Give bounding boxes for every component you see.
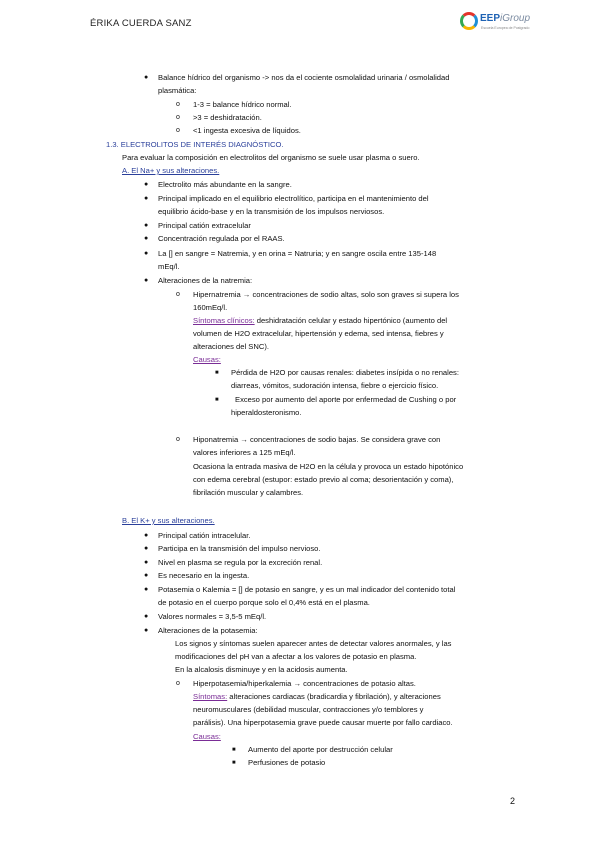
text-line: Perfusiones de potasio bbox=[248, 758, 326, 767]
text-line: fibrilación muscular y calambres. bbox=[193, 488, 304, 497]
text-line: valores inferiores a 125 mEq/l. bbox=[193, 448, 296, 457]
text-line: Participa en la transmisión del impulso nervioso. bbox=[158, 544, 321, 553]
text-line: Principal implicado en el equilibrio electrolítico, participa en el mantenimiento del bbox=[158, 194, 429, 203]
text-line: con edema cerebral (estupor: estado previo al coma; desorientación y coma), bbox=[193, 475, 454, 484]
eep-logo bbox=[460, 10, 531, 36]
text-line: Potasemia o Kalemia = [] de potasio en sangre, y es un mal indicador del contenido total bbox=[158, 585, 456, 594]
text-line: plasmática: bbox=[158, 86, 197, 95]
text-line: Síntomas: alteraciones cardiacas (bradicardia y fibrilación), y alteraciones bbox=[193, 692, 441, 701]
circle-bullet-icon: o bbox=[176, 436, 180, 443]
causas-label: Causas: bbox=[193, 732, 221, 741]
text-line: 1-3 = balance hídrico normal. bbox=[193, 100, 292, 109]
author-name: ÉRIKA CUERDA SANZ bbox=[90, 18, 192, 29]
bullet-icon: ● bbox=[144, 74, 149, 81]
sintomas-label: Síntomas: bbox=[193, 692, 228, 701]
causas-label: Causas: bbox=[193, 355, 221, 364]
text-line: Para evaluar la composición en electrolitos del organismo se suele usar plasma o suero. bbox=[122, 153, 420, 162]
text-line: Hiperpotasemia/hiperkalemia → concentraciones de potasio altas. bbox=[193, 679, 416, 688]
bullet-icon: ● bbox=[144, 250, 149, 257]
text-line: 160mEq/l. bbox=[193, 303, 228, 312]
bullet-icon: ● bbox=[144, 222, 149, 229]
bullet-icon: ● bbox=[144, 572, 149, 579]
bullet-icon: ● bbox=[144, 627, 149, 634]
page-number: 2 bbox=[510, 796, 516, 806]
square-bullet-icon: ■ bbox=[232, 747, 236, 753]
logo-tagline: Escuela Europea de Postgrado bbox=[481, 26, 530, 30]
circle-bullet-icon: o bbox=[176, 680, 180, 687]
bullet-icon: ● bbox=[144, 277, 149, 284]
text-line: Ocasiona la entrada masiva de H2O en la célula y provoca un estado hipotónico bbox=[193, 462, 464, 471]
bullet-icon: ● bbox=[144, 559, 149, 566]
text-line: Pérdida de H2O por causas renales: diabetes insípida o no renales: bbox=[231, 368, 459, 377]
bullet-icon: ● bbox=[144, 181, 149, 188]
text-line: Hipernatremia → concentraciones de sodio altas, solo son graves si supera los bbox=[193, 290, 459, 299]
text-line: Balance hídrico del organismo -> nos da el cociente osmolalidad urinaria / osmolalidad bbox=[158, 73, 450, 82]
text-line: >3 = deshidratación. bbox=[193, 113, 262, 122]
bullet-icon: ● bbox=[144, 195, 149, 202]
text-line: Principal catión intracelular. bbox=[158, 531, 251, 540]
text-line: Concentración regulada por el RAAS. bbox=[158, 234, 285, 243]
sintomas-label: Síntomas clínicos: bbox=[193, 316, 255, 325]
text-line: Es necesario en la ingesta. bbox=[158, 571, 250, 580]
text-line: diarreas, vómitos, sudoración intensa, fiebre o ejercicio físico. bbox=[231, 381, 439, 390]
text-line: neuromusculares (debilidad muscular, contracciones y/o temblores y bbox=[193, 705, 424, 714]
text-line: Nivel en plasma se regula por la excreción renal. bbox=[158, 558, 323, 567]
text-line: modificaciones del pH van a afectar a los valores de potasio en plasma. bbox=[175, 652, 417, 661]
text-line: mEq/l. bbox=[158, 262, 180, 271]
square-bullet-icon: ■ bbox=[215, 397, 219, 403]
text-line: alteraciones del SNC). bbox=[193, 342, 269, 351]
section-heading: 1.3. ELECTROLITOS DE INTERÉS DIAGNÓSTICO. bbox=[106, 140, 284, 149]
text-line: Electrolito más abundante en la sangre. bbox=[158, 180, 292, 189]
text-line: volumen de H2O extracelular, hipertensión y edema, sed intensa, fiebres y bbox=[193, 329, 444, 338]
square-bullet-icon: ■ bbox=[215, 370, 219, 376]
logo-ring-icon bbox=[460, 12, 478, 30]
text-line: Aumento del aporte por destrucción celular bbox=[248, 745, 393, 754]
text-line: hiperaldosteronismo. bbox=[231, 408, 302, 417]
text-line: Principal catión extracelular bbox=[158, 221, 251, 230]
circle-bullet-icon: o bbox=[176, 291, 180, 298]
text-line: En la alcalosis disminuye y en la acidosis aumenta. bbox=[175, 665, 348, 674]
bullet-icon: ● bbox=[144, 235, 149, 242]
text-line: La [] en sangre = Natremia, y en orina = Natruria; y en sangre oscila entre 135-148 bbox=[158, 249, 437, 258]
text-line: equilibrio ácido-base y en la transmisión de los impulsos nerviosos. bbox=[158, 207, 385, 216]
text-line: <1 ingesta excesiva de líquidos. bbox=[193, 126, 301, 135]
text-line: Alteraciones de la natremia: bbox=[158, 276, 253, 285]
text-line: Alteraciones de la potasemia: bbox=[158, 626, 258, 635]
text-line: Síntomas clínicos: deshidratación celular y estado hipertónico (aumento del bbox=[193, 316, 448, 325]
bullet-icon: ● bbox=[144, 545, 149, 552]
text-line: Los signos y síntomas suelen aparecer antes de detectar valores anormales, y las bbox=[175, 639, 452, 648]
circle-bullet-icon: o bbox=[176, 127, 180, 134]
text-line: parálisis). Una hiperpotasemia grave puede causar muerte por fallo cardiaco. bbox=[193, 718, 453, 727]
text-line: de potasio en el cuerpo porque solo el 0,4% está en el plasma. bbox=[158, 598, 370, 607]
bullet-icon: ● bbox=[144, 586, 149, 593]
subsection-heading: B. El K+ y sus alteraciones. bbox=[122, 516, 215, 525]
square-bullet-icon: ■ bbox=[232, 760, 236, 766]
circle-bullet-icon: o bbox=[176, 114, 180, 121]
circle-bullet-icon: o bbox=[176, 101, 180, 108]
bullet-icon: ● bbox=[144, 532, 149, 539]
text-line: Hiponatremia → concentraciones de sodio bajas. Se considera grave con bbox=[193, 435, 441, 444]
subsection-heading: A. El Na+ y sus alteraciones. bbox=[122, 166, 220, 175]
text-line: Exceso por aumento del aporte por enfermedad de Cushing o por bbox=[235, 395, 457, 404]
bullet-icon: ● bbox=[144, 613, 149, 620]
text-line: Valores normales = 3,5-5 mEq/l. bbox=[158, 612, 267, 621]
logo-brand: EEPiGroup bbox=[480, 13, 531, 24]
